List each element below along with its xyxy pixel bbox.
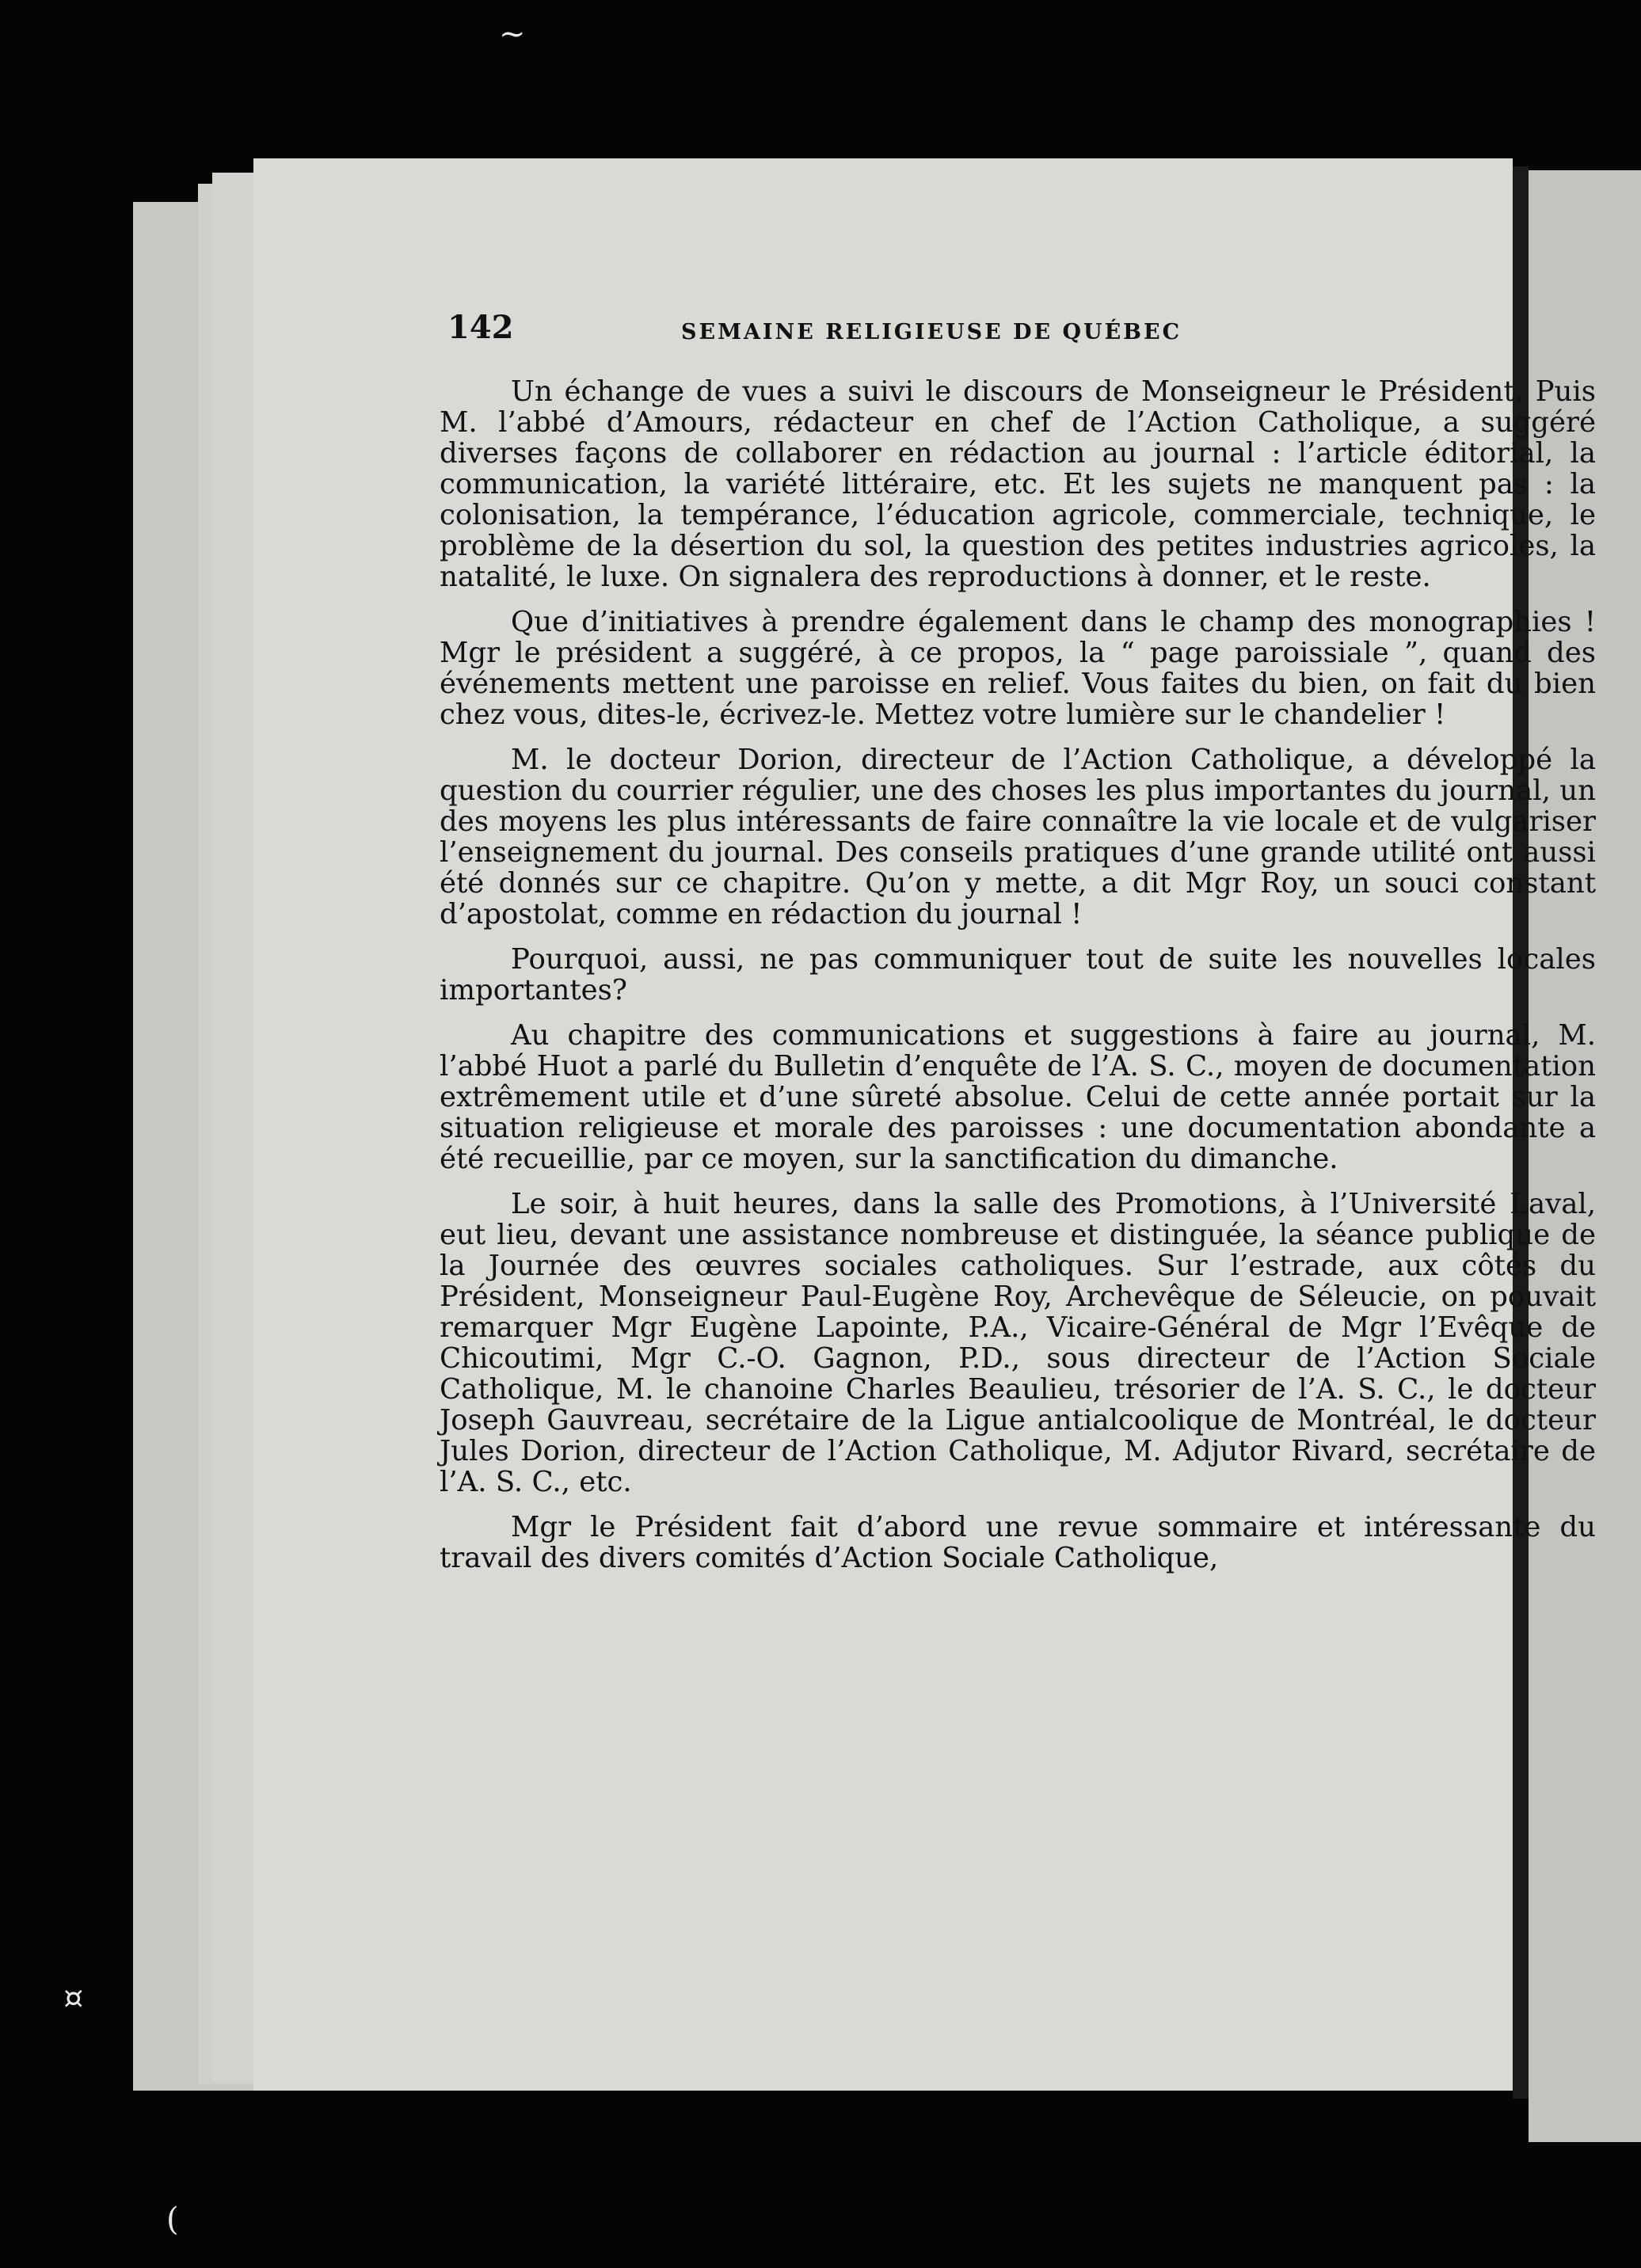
running-head — [447, 309, 1414, 356]
paragraph: Le soir, à huit heures, dans la salle des Promotions, à l’Université Laval, eut lieu, devant une assistance nombreuse et distinguée, la séance publique de la Journée des œuvres sociales catholiques. Sur l’estrade, aux côtés du Président, Monseigneur Paul-Eugène Roy, Archevêque de Séleucie, on pouvait remarquer Mgr Eugène Lapointe, P.A., Vicaire-Général de Mgr l’Evêque de Chicoutimi, Mgr C.-O. Gagnon, P.D., sous directeur de l’Action Sociale Catholique, M. le chanoine Charles Beaulieu, trésorier de l’A. S. C., le docteur Joseph Gauvreau, secrétaire de la Ligue antialcoolique de Montréal, le docteur Jules Dorion, directeur de l’Action Catholique, M. Adjutor Rivard, secrétaire de l’A. S. C., etc. — [440, 1188, 1596, 1498]
paragraph: M. le docteur Dorion, directeur de l’Action Catholique, a développé la question du courrier régulier, une des choses les plus importantes du journal, un des moyens les plus intéressants de faire connaître la vie locale et de vulgariser l’enseignement du journal. Des conseils pratiques d’une grande utilité ont aussi été donnés sur ce chapitre. Qu’on y mette, a dit Mgr Roy, un souci constant d’apostolat, comme en rédaction du journal ! — [440, 744, 1596, 930]
article-body — [440, 376, 1596, 1574]
document-page — [253, 158, 1596, 2091]
paragraph: Pourquoi, aussi, ne pas communiquer tout de suite les nouvelles locales importantes? — [440, 943, 1596, 1007]
paragraph: Au chapitre des communications et suggestions à faire au journal, M. l’abbé Huot a parlé du Bulletin d’enquête de l’A. S. C., moyen de documentation extrêmement utile et d’une sûreté absolue. Celui de cette année portait sur la situation religieuse et morale des paroisses : une documentation abondante a été recueillie, par ce moyen, sur la sanctification du dimanche. — [440, 1019, 1596, 1175]
page-number: 142 — [447, 309, 514, 346]
film-speck: ( — [166, 2201, 179, 2238]
film-speck: ¤ — [63, 1980, 84, 2016]
running-title: SEMAINE RELIGIEUSE DE QUÉBEC — [681, 320, 1182, 344]
paragraph: Mgr le Président fait d’abord une revue sommaire et intéressante du travail des divers comités d’Action Sociale Catholique, — [440, 1511, 1596, 1574]
film-speck: ~ — [499, 16, 526, 52]
paragraph: Un échange de vues a suivi le discours de Monseigneur le Président. Puis M. l’abbé d’Amours, rédacteur en chef de l’Action Catholique, a suggéré diverses façons de collaborer en rédaction au journal : l’article éditorial, la communication, la variété littéraire, etc. Et les sujets ne manquent pas : la colonisation, la tempérance, l’éducation agricole, commerciale, technique, le problème de la désertion du sol, la question des petites industries agricoles, la natalité, le luxe. On signalera des reproductions à donner, et le reste. — [440, 375, 1596, 593]
paragraph: Que d’initiatives à prendre également dans le champ des monographies ! Mgr le président a suggéré, à ce propos, la “ page paroissiale ”, quand des événements mettent une paroisse en relief. Vous faites du bien, on fait du bien chez vous, dites-le, écrivez-le. Mettez votre lumière sur le chandelier ! — [440, 606, 1596, 731]
